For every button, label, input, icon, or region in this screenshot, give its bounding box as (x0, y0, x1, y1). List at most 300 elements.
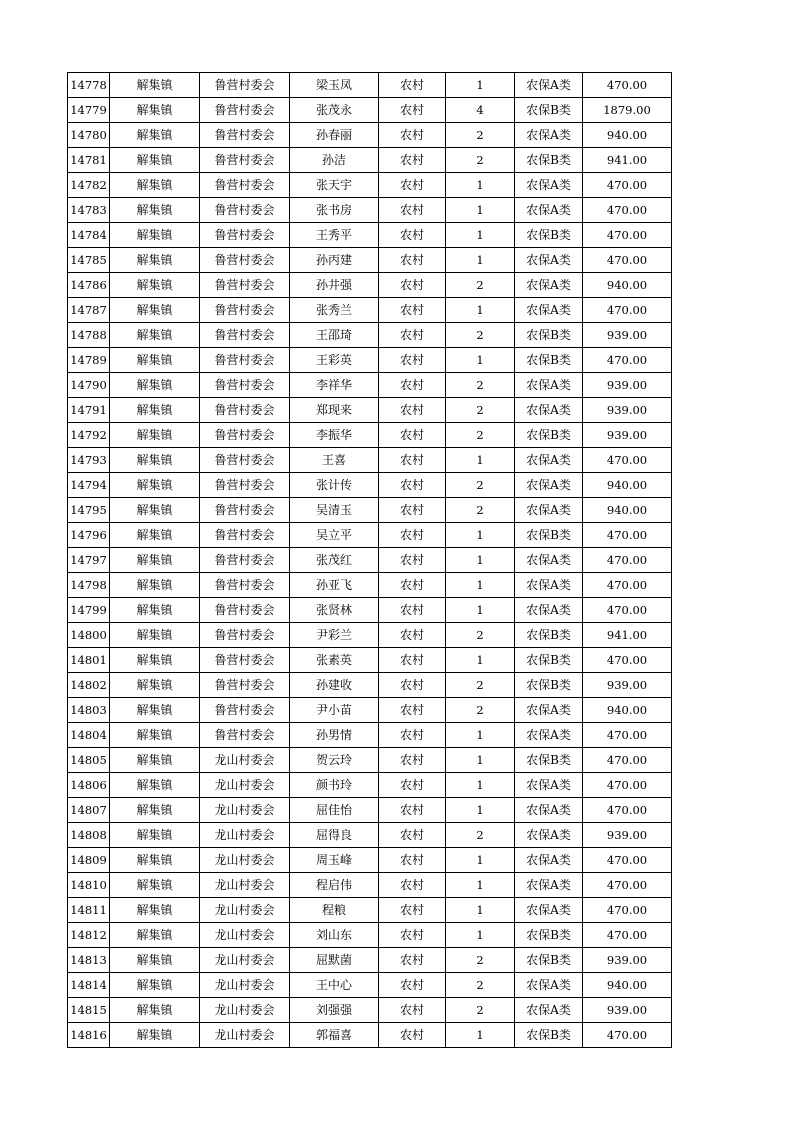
amount-cell: 470.00 (583, 73, 672, 98)
amount-cell: 939.00 (583, 398, 672, 423)
person-name-cell: 尹彩兰 (290, 623, 379, 648)
table-row (68, 473, 672, 498)
amount-cell: 939.00 (583, 423, 672, 448)
area-type-cell: 农村 (379, 473, 446, 498)
record-id-cell: 14815 (68, 998, 110, 1023)
insurance-category-cell: 农保A类 (515, 123, 583, 148)
insurance-category-cell: 农保A类 (515, 298, 583, 323)
person-name-cell: 王邵琦 (290, 323, 379, 348)
household-size-cell: 1 (446, 523, 515, 548)
person-name-cell: 张计传 (290, 473, 379, 498)
area-type-cell: 农村 (379, 498, 446, 523)
amount-cell: 940.00 (583, 498, 672, 523)
amount-cell: 941.00 (583, 148, 672, 173)
area-type-cell: 农村 (379, 148, 446, 173)
amount-cell: 940.00 (583, 473, 672, 498)
table-row (68, 773, 672, 798)
person-name-cell: 吴清玉 (290, 498, 379, 523)
household-size-cell: 1 (446, 248, 515, 273)
village-committee-cell: 鲁营村委会 (200, 673, 290, 698)
insurance-category-cell: 农保B类 (515, 648, 583, 673)
amount-cell: 470.00 (583, 748, 672, 773)
town-cell: 解集镇 (110, 323, 200, 348)
household-size-cell: 1 (446, 548, 515, 573)
area-type-cell: 农村 (379, 348, 446, 373)
insurance-category-cell: 农保B类 (515, 623, 583, 648)
person-name-cell: 张秀兰 (290, 298, 379, 323)
area-type-cell: 农村 (379, 673, 446, 698)
assistance-roster-table (67, 72, 672, 1048)
insurance-category-cell: 农保A类 (515, 848, 583, 873)
person-name-cell: 王中心 (290, 973, 379, 998)
household-size-cell: 1 (446, 223, 515, 248)
record-id-cell: 14786 (68, 273, 110, 298)
area-type-cell: 农村 (379, 523, 446, 548)
amount-cell: 939.00 (583, 948, 672, 973)
town-cell: 解集镇 (110, 598, 200, 623)
area-type-cell: 农村 (379, 373, 446, 398)
table-row (68, 598, 672, 623)
village-committee-cell: 鲁营村委会 (200, 373, 290, 398)
village-committee-cell: 鲁营村委会 (200, 98, 290, 123)
amount-cell: 470.00 (583, 873, 672, 898)
amount-cell: 470.00 (583, 1023, 672, 1048)
area-type-cell: 农村 (379, 223, 446, 248)
insurance-category-cell: 农保A类 (515, 798, 583, 823)
town-cell: 解集镇 (110, 748, 200, 773)
village-committee-cell: 鲁营村委会 (200, 123, 290, 148)
person-name-cell: 王彩英 (290, 348, 379, 373)
table-row (68, 323, 672, 348)
village-committee-cell: 鲁营村委会 (200, 598, 290, 623)
amount-cell: 470.00 (583, 573, 672, 598)
area-type-cell: 农村 (379, 573, 446, 598)
amount-cell: 470.00 (583, 198, 672, 223)
record-id-cell: 14793 (68, 448, 110, 473)
table-row (68, 648, 672, 673)
household-size-cell: 2 (446, 698, 515, 723)
insurance-category-cell: 农保B类 (515, 673, 583, 698)
amount-cell: 470.00 (583, 223, 672, 248)
record-id-cell: 14814 (68, 973, 110, 998)
town-cell: 解集镇 (110, 898, 200, 923)
area-type-cell: 农村 (379, 198, 446, 223)
person-name-cell: 张素英 (290, 648, 379, 673)
person-name-cell: 孙井强 (290, 273, 379, 298)
record-id-cell: 14778 (68, 73, 110, 98)
table-row (68, 973, 672, 998)
village-committee-cell: 龙山村委会 (200, 973, 290, 998)
record-id-cell: 14790 (68, 373, 110, 398)
town-cell: 解集镇 (110, 398, 200, 423)
town-cell: 解集镇 (110, 623, 200, 648)
area-type-cell: 农村 (379, 398, 446, 423)
record-id-cell: 14800 (68, 623, 110, 648)
record-id-cell: 14788 (68, 323, 110, 348)
table-row (68, 823, 672, 848)
person-name-cell: 屈得良 (290, 823, 379, 848)
record-id-cell: 14805 (68, 748, 110, 773)
household-size-cell: 1 (446, 773, 515, 798)
insurance-category-cell: 农保B类 (515, 748, 583, 773)
amount-cell: 939.00 (583, 998, 672, 1023)
household-size-cell: 2 (446, 473, 515, 498)
insurance-category-cell: 农保B类 (515, 923, 583, 948)
amount-cell: 941.00 (583, 623, 672, 648)
table-row (68, 873, 672, 898)
record-id-cell: 14799 (68, 598, 110, 623)
area-type-cell: 农村 (379, 598, 446, 623)
insurance-category-cell: 农保B类 (515, 948, 583, 973)
record-id-cell: 14796 (68, 523, 110, 548)
amount-cell: 1879.00 (583, 98, 672, 123)
town-cell: 解集镇 (110, 448, 200, 473)
table-row (68, 423, 672, 448)
village-committee-cell: 龙山村委会 (200, 848, 290, 873)
area-type-cell: 农村 (379, 848, 446, 873)
household-size-cell: 1 (446, 923, 515, 948)
town-cell: 解集镇 (110, 498, 200, 523)
record-id-cell: 14782 (68, 173, 110, 198)
town-cell: 解集镇 (110, 948, 200, 973)
amount-cell: 940.00 (583, 273, 672, 298)
record-id-cell: 14781 (68, 148, 110, 173)
record-id-cell: 14802 (68, 673, 110, 698)
household-size-cell: 4 (446, 98, 515, 123)
insurance-category-cell: 农保A类 (515, 873, 583, 898)
household-size-cell: 2 (446, 998, 515, 1023)
table-row (68, 898, 672, 923)
household-size-cell: 1 (446, 798, 515, 823)
insurance-category-cell: 农保A类 (515, 973, 583, 998)
village-committee-cell: 鲁营村委会 (200, 248, 290, 273)
area-type-cell: 农村 (379, 298, 446, 323)
household-size-cell: 2 (446, 398, 515, 423)
town-cell: 解集镇 (110, 548, 200, 573)
amount-cell: 470.00 (583, 923, 672, 948)
table-row (68, 173, 672, 198)
area-type-cell: 农村 (379, 823, 446, 848)
town-cell: 解集镇 (110, 148, 200, 173)
household-size-cell: 2 (446, 273, 515, 298)
area-type-cell: 农村 (379, 548, 446, 573)
amount-cell: 939.00 (583, 373, 672, 398)
town-cell: 解集镇 (110, 673, 200, 698)
amount-cell: 470.00 (583, 248, 672, 273)
record-id-cell: 14807 (68, 798, 110, 823)
person-name-cell: 郑现来 (290, 398, 379, 423)
person-name-cell: 刘山东 (290, 923, 379, 948)
record-id-cell: 14808 (68, 823, 110, 848)
person-name-cell: 王秀平 (290, 223, 379, 248)
village-committee-cell: 龙山村委会 (200, 798, 290, 823)
record-id-cell: 14783 (68, 198, 110, 223)
area-type-cell: 农村 (379, 748, 446, 773)
area-type-cell: 农村 (379, 898, 446, 923)
record-id-cell: 14810 (68, 873, 110, 898)
amount-cell: 939.00 (583, 823, 672, 848)
village-committee-cell: 龙山村委会 (200, 873, 290, 898)
town-cell: 解集镇 (110, 648, 200, 673)
amount-cell: 940.00 (583, 123, 672, 148)
person-name-cell: 张茂永 (290, 98, 379, 123)
person-name-cell: 孙男情 (290, 723, 379, 748)
amount-cell: 470.00 (583, 348, 672, 373)
village-committee-cell: 龙山村委会 (200, 948, 290, 973)
town-cell: 解集镇 (110, 173, 200, 198)
table-row (68, 373, 672, 398)
record-id-cell: 14791 (68, 398, 110, 423)
area-type-cell: 农村 (379, 173, 446, 198)
town-cell: 解集镇 (110, 823, 200, 848)
insurance-category-cell: 农保A类 (515, 73, 583, 98)
household-size-cell: 1 (446, 198, 515, 223)
area-type-cell: 农村 (379, 323, 446, 348)
household-size-cell: 2 (446, 973, 515, 998)
record-id-cell: 14804 (68, 723, 110, 748)
town-cell: 解集镇 (110, 248, 200, 273)
insurance-category-cell: 农保B类 (515, 348, 583, 373)
amount-cell: 940.00 (583, 973, 672, 998)
insurance-category-cell: 农保B类 (515, 323, 583, 348)
village-committee-cell: 鲁营村委会 (200, 648, 290, 673)
area-type-cell: 农村 (379, 448, 446, 473)
amount-cell: 470.00 (583, 173, 672, 198)
insurance-category-cell: 农保A类 (515, 273, 583, 298)
town-cell: 解集镇 (110, 873, 200, 898)
town-cell: 解集镇 (110, 973, 200, 998)
table-row (68, 498, 672, 523)
person-name-cell: 郭福喜 (290, 1023, 379, 1048)
person-name-cell: 程粮 (290, 898, 379, 923)
town-cell: 解集镇 (110, 98, 200, 123)
village-committee-cell: 鲁营村委会 (200, 473, 290, 498)
person-name-cell: 王喜 (290, 448, 379, 473)
village-committee-cell: 鲁营村委会 (200, 448, 290, 473)
town-cell: 解集镇 (110, 798, 200, 823)
person-name-cell: 张天宇 (290, 173, 379, 198)
amount-cell: 470.00 (583, 773, 672, 798)
amount-cell: 940.00 (583, 698, 672, 723)
household-size-cell: 2 (446, 623, 515, 648)
record-id-cell: 14779 (68, 98, 110, 123)
table-row (68, 298, 672, 323)
record-id-cell: 14795 (68, 498, 110, 523)
table-row (68, 398, 672, 423)
village-committee-cell: 龙山村委会 (200, 898, 290, 923)
household-size-cell: 2 (446, 148, 515, 173)
record-id-cell: 14784 (68, 223, 110, 248)
household-size-cell: 1 (446, 573, 515, 598)
insurance-category-cell: 农保A类 (515, 598, 583, 623)
household-size-cell: 1 (446, 748, 515, 773)
insurance-category-cell: 农保A类 (515, 723, 583, 748)
household-size-cell: 1 (446, 898, 515, 923)
record-id-cell: 14794 (68, 473, 110, 498)
insurance-category-cell: 农保B类 (515, 523, 583, 548)
village-committee-cell: 鲁营村委会 (200, 573, 290, 598)
person-name-cell: 李振华 (290, 423, 379, 448)
table-row (68, 723, 672, 748)
table-row (68, 698, 672, 723)
village-committee-cell: 鲁营村委会 (200, 298, 290, 323)
table-row (68, 523, 672, 548)
insurance-category-cell: 农保A类 (515, 573, 583, 598)
village-committee-cell: 鲁营村委会 (200, 198, 290, 223)
area-type-cell: 农村 (379, 123, 446, 148)
table-row (68, 98, 672, 123)
table-row (68, 748, 672, 773)
person-name-cell: 屈佳怡 (290, 798, 379, 823)
village-committee-cell: 鲁营村委会 (200, 698, 290, 723)
insurance-category-cell: 农保A类 (515, 773, 583, 798)
area-type-cell: 农村 (379, 973, 446, 998)
person-name-cell: 孙丙建 (290, 248, 379, 273)
insurance-category-cell: 农保A类 (515, 698, 583, 723)
amount-cell: 470.00 (583, 598, 672, 623)
town-cell: 解集镇 (110, 573, 200, 598)
town-cell: 解集镇 (110, 198, 200, 223)
table-row (68, 273, 672, 298)
person-name-cell: 吴立平 (290, 523, 379, 548)
person-name-cell: 孙亚飞 (290, 573, 379, 598)
person-name-cell: 张茂红 (290, 548, 379, 573)
village-committee-cell: 鲁营村委会 (200, 523, 290, 548)
town-cell: 解集镇 (110, 123, 200, 148)
amount-cell: 939.00 (583, 323, 672, 348)
record-id-cell: 14816 (68, 1023, 110, 1048)
area-type-cell: 农村 (379, 98, 446, 123)
record-id-cell: 14811 (68, 898, 110, 923)
town-cell: 解集镇 (110, 223, 200, 248)
town-cell: 解集镇 (110, 923, 200, 948)
area-type-cell: 农村 (379, 723, 446, 748)
record-id-cell: 14780 (68, 123, 110, 148)
person-name-cell: 李祥华 (290, 373, 379, 398)
household-size-cell: 2 (446, 498, 515, 523)
household-size-cell: 1 (446, 873, 515, 898)
table-row (68, 673, 672, 698)
person-name-cell: 尹小苗 (290, 698, 379, 723)
village-committee-cell: 龙山村委会 (200, 1023, 290, 1048)
insurance-category-cell: 农保A类 (515, 448, 583, 473)
table-row (68, 248, 672, 273)
village-committee-cell: 鲁营村委会 (200, 423, 290, 448)
insurance-category-cell: 农保A类 (515, 248, 583, 273)
record-id-cell: 14785 (68, 248, 110, 273)
town-cell: 解集镇 (110, 848, 200, 873)
town-cell: 解集镇 (110, 373, 200, 398)
table-body (68, 73, 672, 1048)
town-cell: 解集镇 (110, 1023, 200, 1048)
insurance-category-cell: 农保A类 (515, 198, 583, 223)
village-committee-cell: 鲁营村委会 (200, 223, 290, 248)
area-type-cell: 农村 (379, 923, 446, 948)
village-committee-cell: 鲁营村委会 (200, 323, 290, 348)
insurance-category-cell: 农保B类 (515, 423, 583, 448)
amount-cell: 470.00 (583, 723, 672, 748)
insurance-category-cell: 农保A类 (515, 498, 583, 523)
person-name-cell: 颜书玲 (290, 773, 379, 798)
household-size-cell: 2 (446, 423, 515, 448)
household-size-cell: 1 (446, 298, 515, 323)
household-size-cell: 1 (446, 598, 515, 623)
village-committee-cell: 龙山村委会 (200, 823, 290, 848)
insurance-category-cell: 农保A类 (515, 173, 583, 198)
insurance-category-cell: 农保A类 (515, 998, 583, 1023)
table-row (68, 448, 672, 473)
record-id-cell: 14787 (68, 298, 110, 323)
insurance-category-cell: 农保B类 (515, 1023, 583, 1048)
village-committee-cell: 龙山村委会 (200, 923, 290, 948)
household-size-cell: 1 (446, 173, 515, 198)
record-id-cell: 14801 (68, 648, 110, 673)
record-id-cell: 14813 (68, 948, 110, 973)
area-type-cell: 农村 (379, 248, 446, 273)
household-size-cell: 2 (446, 323, 515, 348)
table-row (68, 123, 672, 148)
amount-cell: 470.00 (583, 298, 672, 323)
village-committee-cell: 鲁营村委会 (200, 498, 290, 523)
insurance-category-cell: 农保A类 (515, 823, 583, 848)
table-row (68, 1023, 672, 1048)
person-name-cell: 屈默菌 (290, 948, 379, 973)
household-size-cell: 2 (446, 948, 515, 973)
household-size-cell: 2 (446, 123, 515, 148)
town-cell: 解集镇 (110, 523, 200, 548)
village-committee-cell: 龙山村委会 (200, 773, 290, 798)
insurance-category-cell: 农保B类 (515, 223, 583, 248)
insurance-category-cell: 农保B类 (515, 98, 583, 123)
amount-cell: 470.00 (583, 798, 672, 823)
person-name-cell: 孙建收 (290, 673, 379, 698)
village-committee-cell: 鲁营村委会 (200, 148, 290, 173)
table-row (68, 148, 672, 173)
record-id-cell: 14789 (68, 348, 110, 373)
record-id-cell: 14806 (68, 773, 110, 798)
household-size-cell: 1 (446, 448, 515, 473)
area-type-cell: 农村 (379, 798, 446, 823)
record-id-cell: 14809 (68, 848, 110, 873)
table-row (68, 998, 672, 1023)
town-cell: 解集镇 (110, 723, 200, 748)
table-row (68, 923, 672, 948)
village-committee-cell: 鲁营村委会 (200, 273, 290, 298)
table-row (68, 198, 672, 223)
village-committee-cell: 龙山村委会 (200, 998, 290, 1023)
area-type-cell: 农村 (379, 773, 446, 798)
insurance-category-cell: 农保B类 (515, 148, 583, 173)
area-type-cell: 农村 (379, 73, 446, 98)
person-name-cell: 梁玉凤 (290, 73, 379, 98)
village-committee-cell: 鲁营村委会 (200, 173, 290, 198)
table-row (68, 798, 672, 823)
person-name-cell: 贺云玲 (290, 748, 379, 773)
area-type-cell: 农村 (379, 873, 446, 898)
town-cell: 解集镇 (110, 298, 200, 323)
record-id-cell: 14812 (68, 923, 110, 948)
household-size-cell: 1 (446, 848, 515, 873)
table-row (68, 73, 672, 98)
amount-cell: 470.00 (583, 448, 672, 473)
person-name-cell: 孙洁 (290, 148, 379, 173)
village-committee-cell: 鲁营村委会 (200, 73, 290, 98)
table-row (68, 548, 672, 573)
village-committee-cell: 鲁营村委会 (200, 348, 290, 373)
table-row (68, 948, 672, 973)
table-row (68, 223, 672, 248)
person-name-cell: 张贤林 (290, 598, 379, 623)
